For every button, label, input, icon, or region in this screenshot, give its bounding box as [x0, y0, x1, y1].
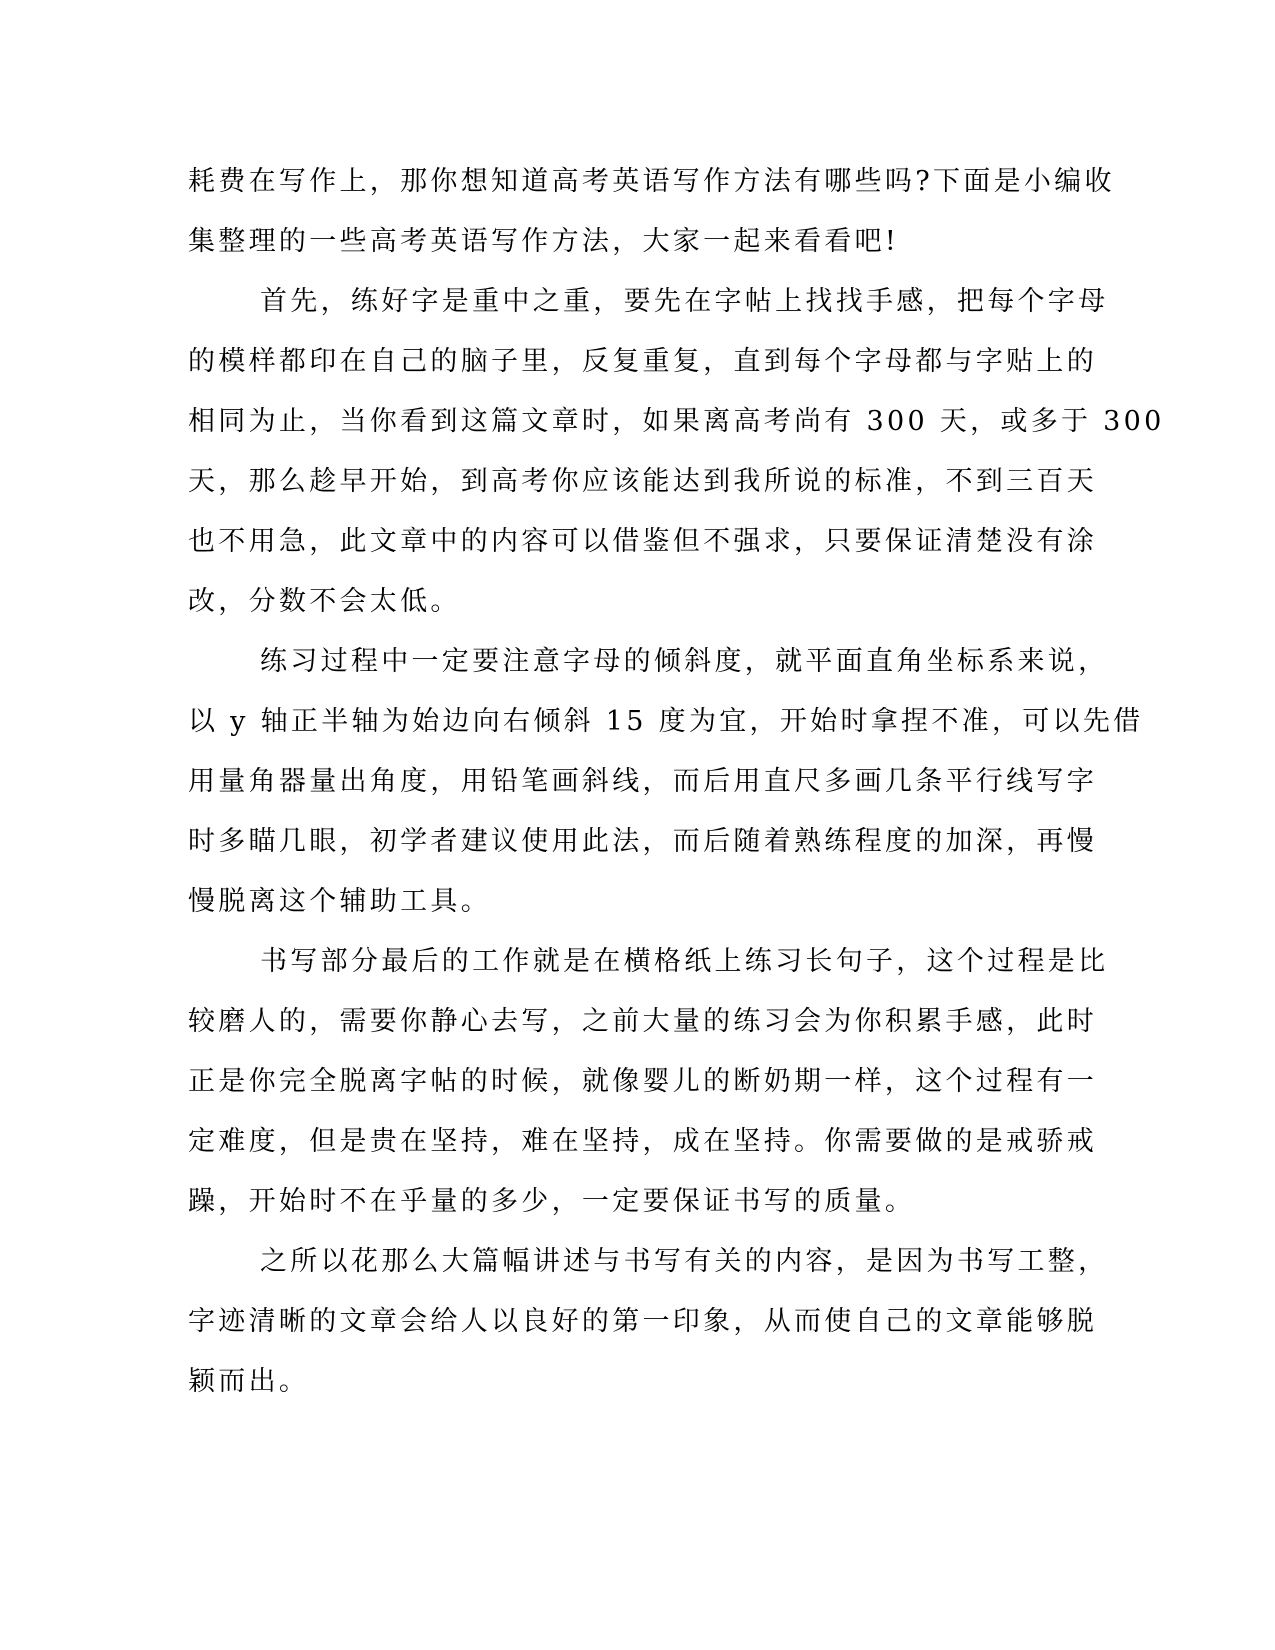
- paragraph-first-line: 之所以花那么大篇幅讲述与书写有关的内容，是因为书写工整，: [260, 1246, 1109, 1277]
- text-line: 躁，开始时不在乎量的多少，一定要保证书写的质量。: [188, 1186, 916, 1217]
- text-line: 较磨人的，需要你静心去写，之前大量的练习会为你积累手感，此时: [188, 1006, 1097, 1037]
- text-line: 慢脱离这个辅助工具。: [188, 886, 491, 917]
- text-line: 字迹清晰的文章会给人以良好的第一印象，从而使自己的文章能够脱: [188, 1306, 1097, 1337]
- text-line: 耗费在写作上，那你想知道高考英语写作方法有哪些吗?下面是小编收: [188, 166, 1115, 197]
- text-line: 相同为止，当你看到这篇文章时，如果离高考尚有 300 天，或多于 300: [188, 406, 1165, 437]
- text-line: 用量角器量出角度，用铅笔画斜线，而后用直尺多画几条平行线写字: [188, 766, 1097, 797]
- paragraph-first-line: 书写部分最后的工作就是在横格纸上练习长句子，这个过程是比: [260, 946, 1109, 977]
- text-line: 集整理的一些高考英语写作方法，大家一起来看看吧!: [188, 226, 900, 257]
- text-line: 天，那么趁早开始，到高考你应该能达到我所说的标准，不到三百天: [188, 466, 1097, 497]
- paragraph-first-line: 首先，练好字是重中之重，要先在字帖上找找手感，把每个字母: [260, 286, 1109, 317]
- paragraph-first-line: 练习过程中一定要注意字母的倾斜度，就平面直角坐标系来说，: [260, 646, 1109, 677]
- text-line: 定难度，但是贵在坚持，难在坚持，成在坚持。你需要做的是戒骄戒: [188, 1126, 1097, 1157]
- text-line: 以 y 轴正半轴为始边向右倾斜 15 度为宜，开始时拿捏不准，可以先借: [188, 706, 1144, 737]
- text-line: 正是你完全脱离字帖的时候，就像婴儿的断奶期一样，这个过程有一: [188, 1066, 1097, 1097]
- text-line: 也不用急，此文章中的内容可以借鉴但不强求，只要保证清楚没有涂: [188, 526, 1097, 557]
- text-line: 改，分数不会太低。: [188, 586, 461, 617]
- text-line: 时多瞄几眼，初学者建议使用此法，而后随着熟练程度的加深，再慢: [188, 826, 1097, 857]
- text-line: 颖而出。: [188, 1366, 310, 1397]
- document-body: [188, 152, 1165, 1412]
- text-line: 的模样都印在自己的脑子里，反复重复，直到每个字母都与字贴上的: [188, 346, 1097, 377]
